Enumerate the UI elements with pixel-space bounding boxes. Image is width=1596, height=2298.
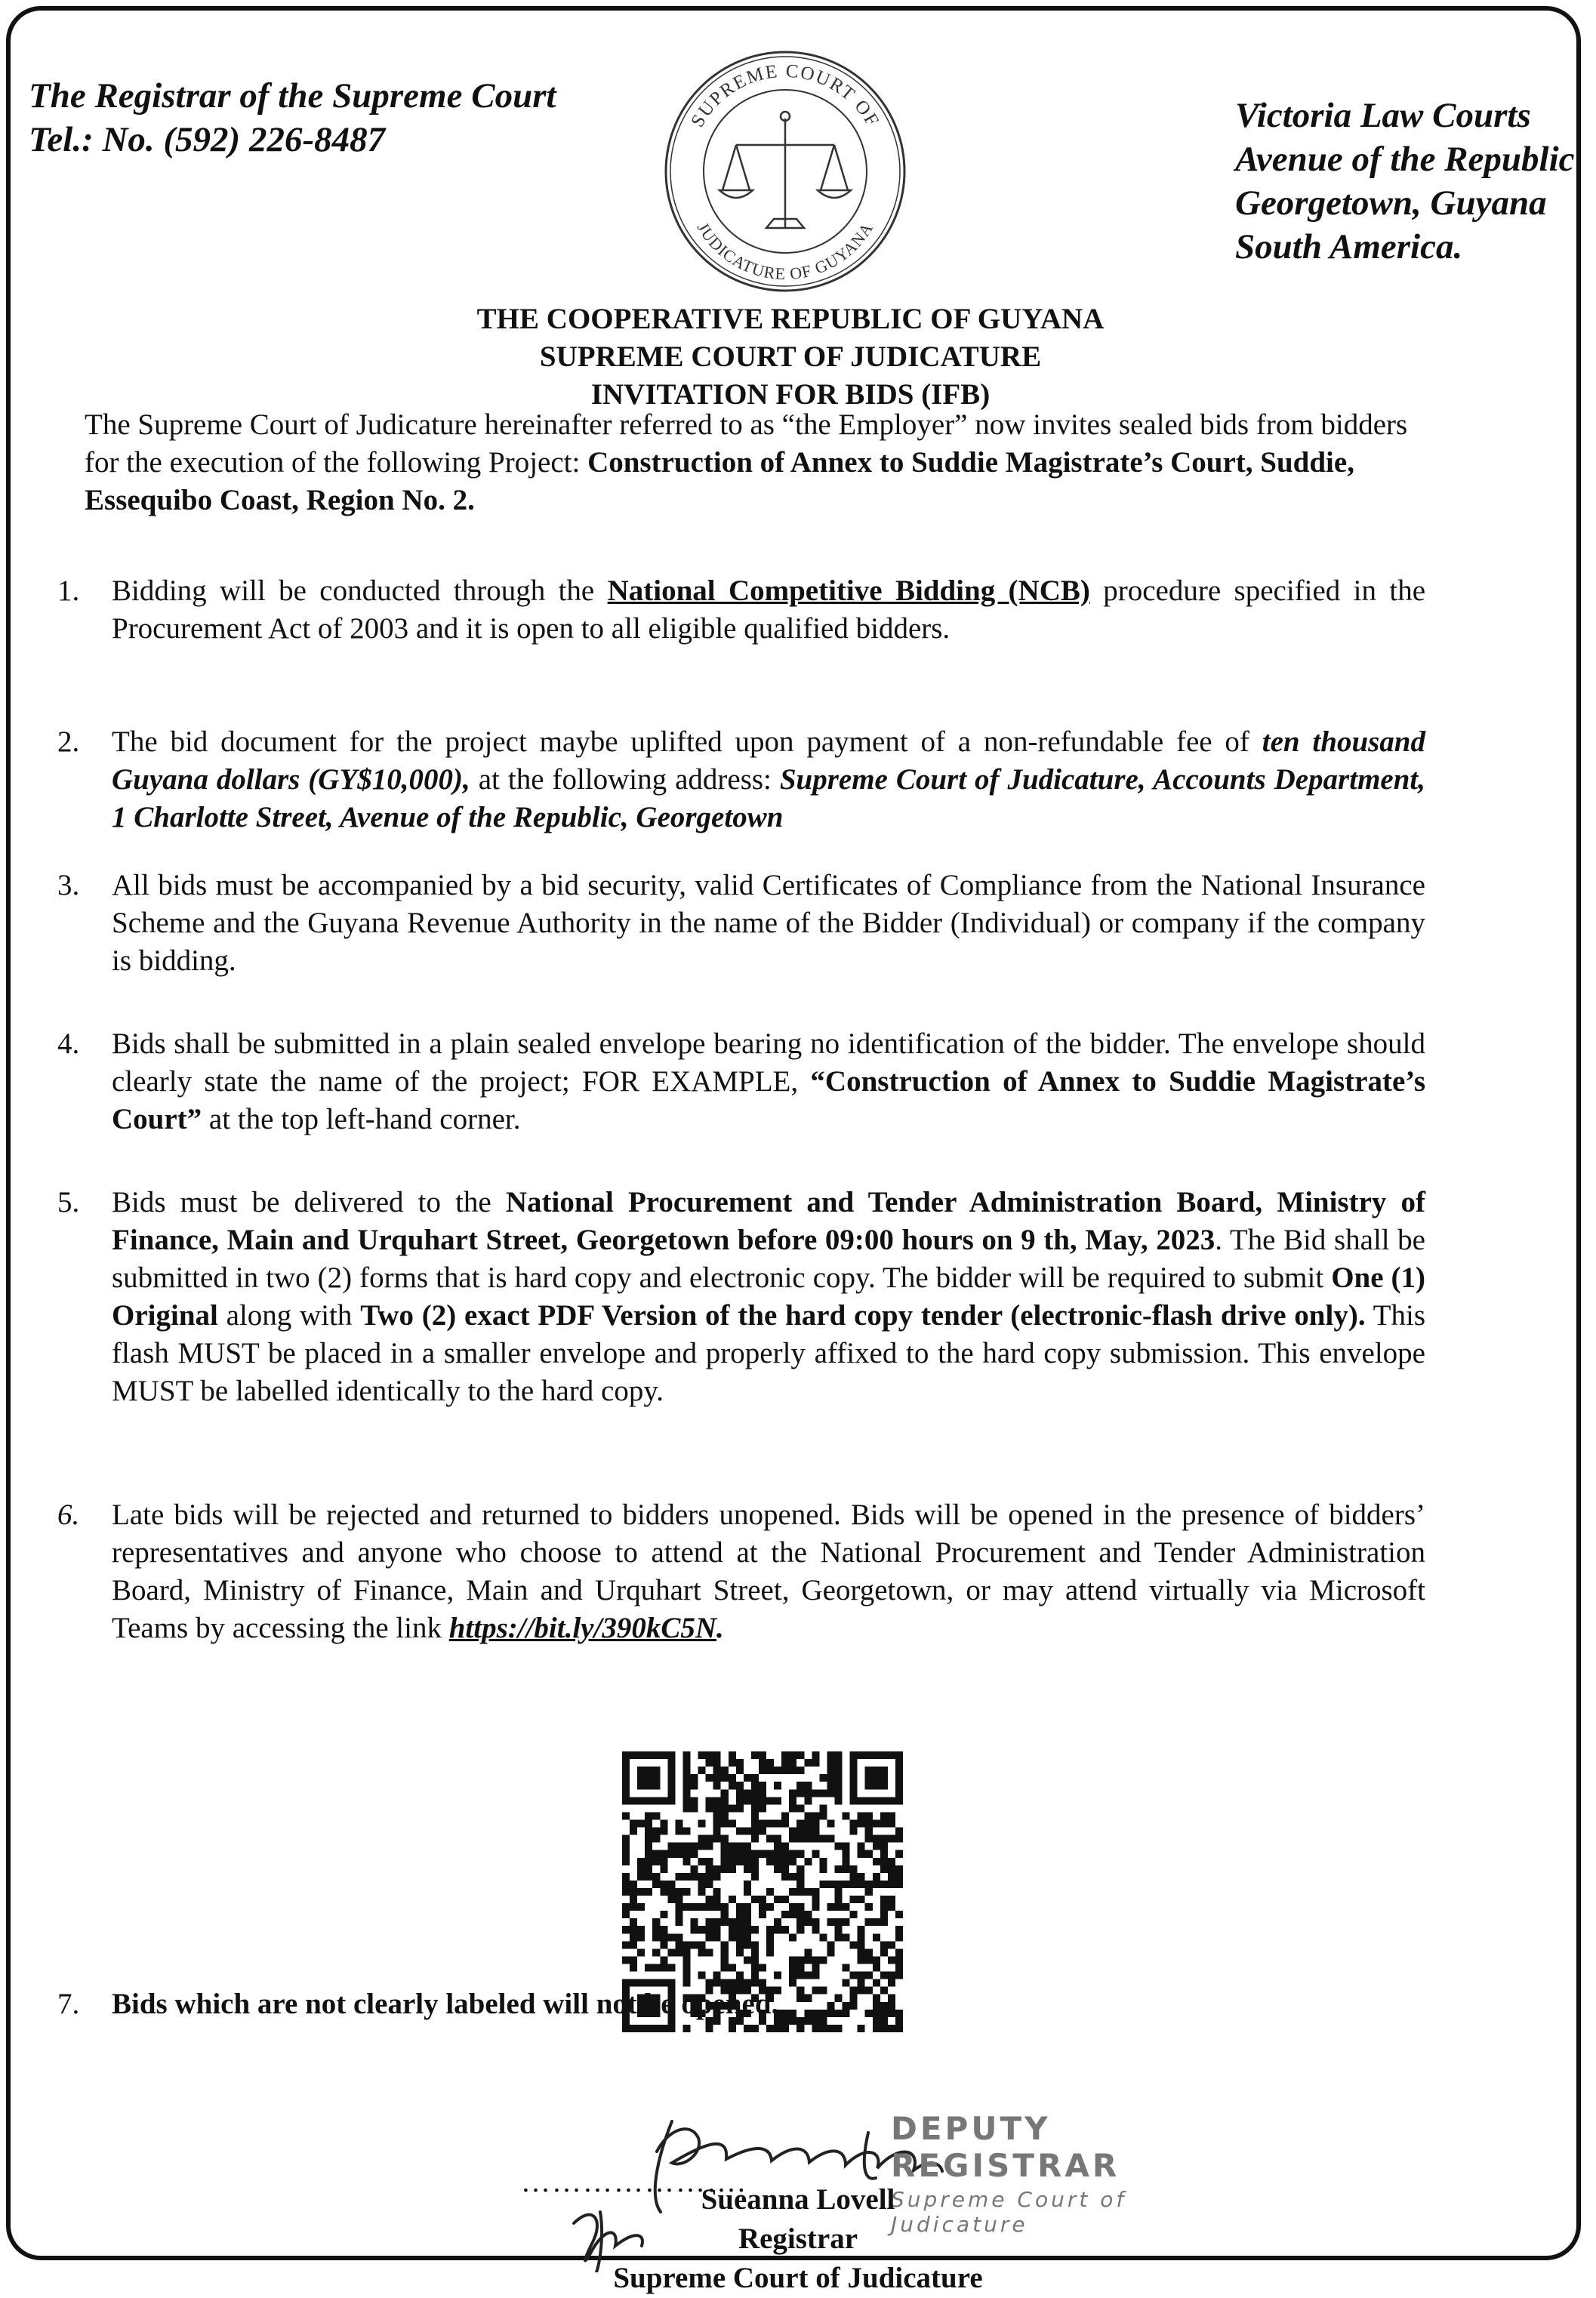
telephone-line: Tel.: No. (592) 226-8487 xyxy=(29,120,386,159)
uplift-address: Supreme Court of Judicature, Accounts Department, 1 Charlotte Street, Avenue of the Republic, Georgetown xyxy=(112,763,1425,833)
list-item-2: 2. The bid document for the project maybe uplifted upon payment of a non-refundable fee of ten thousand Guyana dollars (GY$10,000), at the following address: Supreme Court of Judicature, Accounts Department, 1 Charlotte Street, Avenue of the Republic, Georgetown xyxy=(57,725,1425,833)
list-item-1: 1. Bidding will be conducted through the National Competitive Bidding (NCB) procedure specified in the Procurement Act of 2003 and it is open to all eligible qualified bidders. xyxy=(57,574,1425,645)
signatory-title: Registrar xyxy=(738,2223,858,2255)
fee-amount: ten thousand Guyana dollars (GY$10,000), xyxy=(112,725,1425,796)
ncb-term: National Competitive Bidding (NCB) xyxy=(607,574,1090,607)
svg-text:JUDICATURE OF GUYANA: JUDICATURE OF GUYANA xyxy=(693,218,877,284)
address-line-3: Georgetown, Guyana xyxy=(1235,183,1547,223)
intro-paragraph: The Supreme Court of Judicature hereinafter referred to as “the Employer” now invites sealed bids from bidders for the execution of the following Project: Construction of Annex to Suddie Magistrate’s Court, Suddie, Essequibo Coast, Region No. 2. xyxy=(85,408,1408,516)
court-title: SUPREME COURT OF JUDICATURE xyxy=(539,340,1042,373)
header-left xyxy=(29,74,556,162)
example-project-name: “Construction of Annex to Suddie Magistrate’s Court” xyxy=(112,1065,1425,1135)
delivery-location: National Procurement and Tender Administration Board, Ministry of Finance, Main and Urquhart Street, Georgetown before 09:00 hours on 9 th, May, 2023 xyxy=(112,1186,1425,1256)
list-item-7: 7. Bids which are not clearly labeled will not be opened. xyxy=(57,1988,779,2020)
svg-text:SUPREME COURT OF: SUPREME COURT OF xyxy=(687,60,883,131)
signatory-org: Supreme Court of Judicature xyxy=(613,2262,983,2294)
deputy-registrar-stamp: DEPUTY REGISTRAR Supreme Court of Judicature xyxy=(891,2110,1127,2237)
document-titles xyxy=(0,300,1596,414)
address-line-1: Victoria Law Courts xyxy=(1235,96,1531,135)
list-item-6: 6. Late bids will be rejected and returned to bidders unopened. Bids will be opened in the presence of bidders’ representatives and anyone who choose to attend at the National Procurement and Tender Administration Board, Ministry of Finance, Main and Urquhart Street, Georgetown, or may attend virtually via Microsoft Teams by accessing the link https://bit.ly/390kC5N. xyxy=(57,1499,1425,1644)
address-line-2: Avenue of the Republic xyxy=(1235,140,1575,179)
signature-line: …………………. xyxy=(521,2166,747,2198)
signatory-block xyxy=(0,2180,1596,2298)
address-line-4: South America. xyxy=(1235,227,1463,266)
list-item-5: 5. Bids must be delivered to the National Procurement and Tender Administration Board, Ministry of Finance, Main and Urquhart Street, Georgetown before 09:00 hours on 9 th, May, 2023. The Bid shall be submitted in two (2) forms that is hard copy and electronic copy. The bidder will be required to submit One (1) Original along with Two (2) exact PDF Version of the hard copy tender (electronic-flash drive only). This flash MUST be placed in a smaller envelope and properly affixed to the hard copy submission. This envelope MUST be labelled identically to the hard copy. xyxy=(57,1186,1425,1407)
registrar-line: The Registrar of the Supreme Court xyxy=(29,76,556,116)
court-seal-icon xyxy=(653,47,917,296)
country-title: THE COOPERATIVE REPUBLIC OF GUYANA xyxy=(476,303,1105,335)
project-name: Construction of Annex to Suddie Magistrate’s Court, Suddie, Essequibo Coast, Region No. 2. xyxy=(85,446,1354,516)
ifb-title: INVITATION FOR BIDS (IFB) xyxy=(590,378,991,411)
signatory-name: Sueanna Lovell xyxy=(701,2183,895,2216)
header-right xyxy=(1235,94,1575,269)
teams-link[interactable]: https://bit.ly/390kC5N xyxy=(448,1612,717,1644)
list-item-3: 3. All bids must be accompanied by a bid security, valid Certificates of Compliance from the National Insurance Scheme and the Guyana Revenue Authority in the name of the Bidder (Individual) or company if the company is bidding. xyxy=(57,869,1425,977)
list-item-4: 4. Bids shall be submitted in a plain sealed envelope bearing no identification of the bidder. The envelope should clearly state the name of the project; FOR EXAMPLE, “Construction of Annex to Suddie Magistrate’s Court” at the top left-hand corner. xyxy=(57,1027,1425,1135)
